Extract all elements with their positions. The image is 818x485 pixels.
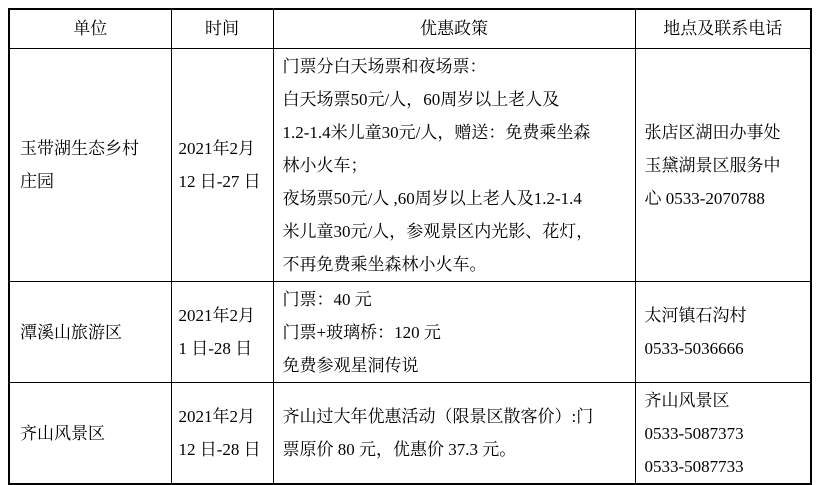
unit-line: 齐山风景区	[20, 423, 105, 443]
unit-line: 玉带湖生态乡村	[20, 139, 139, 158]
policy-line: 米儿童30元/人，参观景区内光影、花灯，	[282, 221, 594, 241]
contact-line: 太河镇石沟村	[644, 306, 747, 325]
time-cell	[171, 282, 273, 383]
unit-cell	[9, 282, 171, 383]
table-header-row	[9, 9, 811, 49]
contact-line: 齐山风景区	[644, 390, 730, 410]
policy-line: 门票+玻璃桥：120 元	[282, 322, 441, 342]
contact-cell	[635, 49, 811, 282]
contact-cell	[635, 383, 811, 485]
contact-line: 0533-5087373	[644, 423, 744, 443]
policy-line: 门票：40 元	[282, 289, 372, 309]
contact-line: 0533-5087733	[644, 456, 744, 476]
time-cell	[171, 383, 273, 485]
header-cell-unit: 单位	[9, 9, 171, 49]
unit-line: 潭溪山旅游区	[20, 322, 122, 342]
policy-line: 夜场票50元/人 ,60周岁以上老人及1.2-1.4	[282, 188, 582, 208]
policy-line: 齐山过大年优惠活动（限景区散客价）:门	[282, 407, 594, 426]
time-line: 2021年2月	[178, 306, 255, 325]
unit-line: 庄园	[20, 172, 54, 191]
contact-line: 心 0533-2070788	[644, 188, 765, 208]
policy-line: 票原价 80 元，优惠价 37.3 元。	[282, 440, 517, 459]
table-row	[9, 49, 811, 282]
unit-cell	[9, 383, 171, 485]
contact-line: 0533-5036666	[644, 339, 744, 358]
policy-line: 不再免费乘坐森林小火车。	[282, 254, 487, 274]
time-line: 2021年2月	[178, 407, 255, 426]
policy-cell	[273, 282, 635, 383]
policy-line: 1.2-1.4米儿童30元/人，赠送：免费乘坐森	[282, 122, 591, 142]
time-line: 2021年2月	[178, 139, 255, 158]
header-cell-contact: 地点及联系电话	[635, 9, 811, 49]
time-line: 12 日-27 日	[178, 172, 261, 191]
policy-line: 白天场票50元/人，60周岁以上老人及	[282, 89, 560, 109]
time-line: 1 日-28 日	[178, 339, 253, 358]
contact-line: 玉黛湖景区服务中	[644, 155, 781, 175]
contact-cell	[635, 282, 811, 383]
policy-line: 免费参观星洞传说	[282, 355, 419, 375]
header-cell-time: 时间	[171, 9, 273, 49]
table-row	[9, 282, 811, 383]
contact-line: 张店区湖田办事处	[644, 122, 781, 142]
time-line: 12 日-28 日	[178, 440, 261, 459]
discount-policy-table	[8, 8, 812, 485]
policy-cell	[273, 383, 635, 485]
unit-cell	[9, 49, 171, 282]
policy-line: 门票分白天场票和夜场票：	[282, 56, 487, 76]
policy-line: 林小火车；	[282, 155, 368, 175]
policy-cell	[273, 49, 635, 282]
table-row	[9, 383, 811, 485]
header-cell-policy: 优惠政策	[273, 9, 635, 49]
time-cell	[171, 49, 273, 282]
